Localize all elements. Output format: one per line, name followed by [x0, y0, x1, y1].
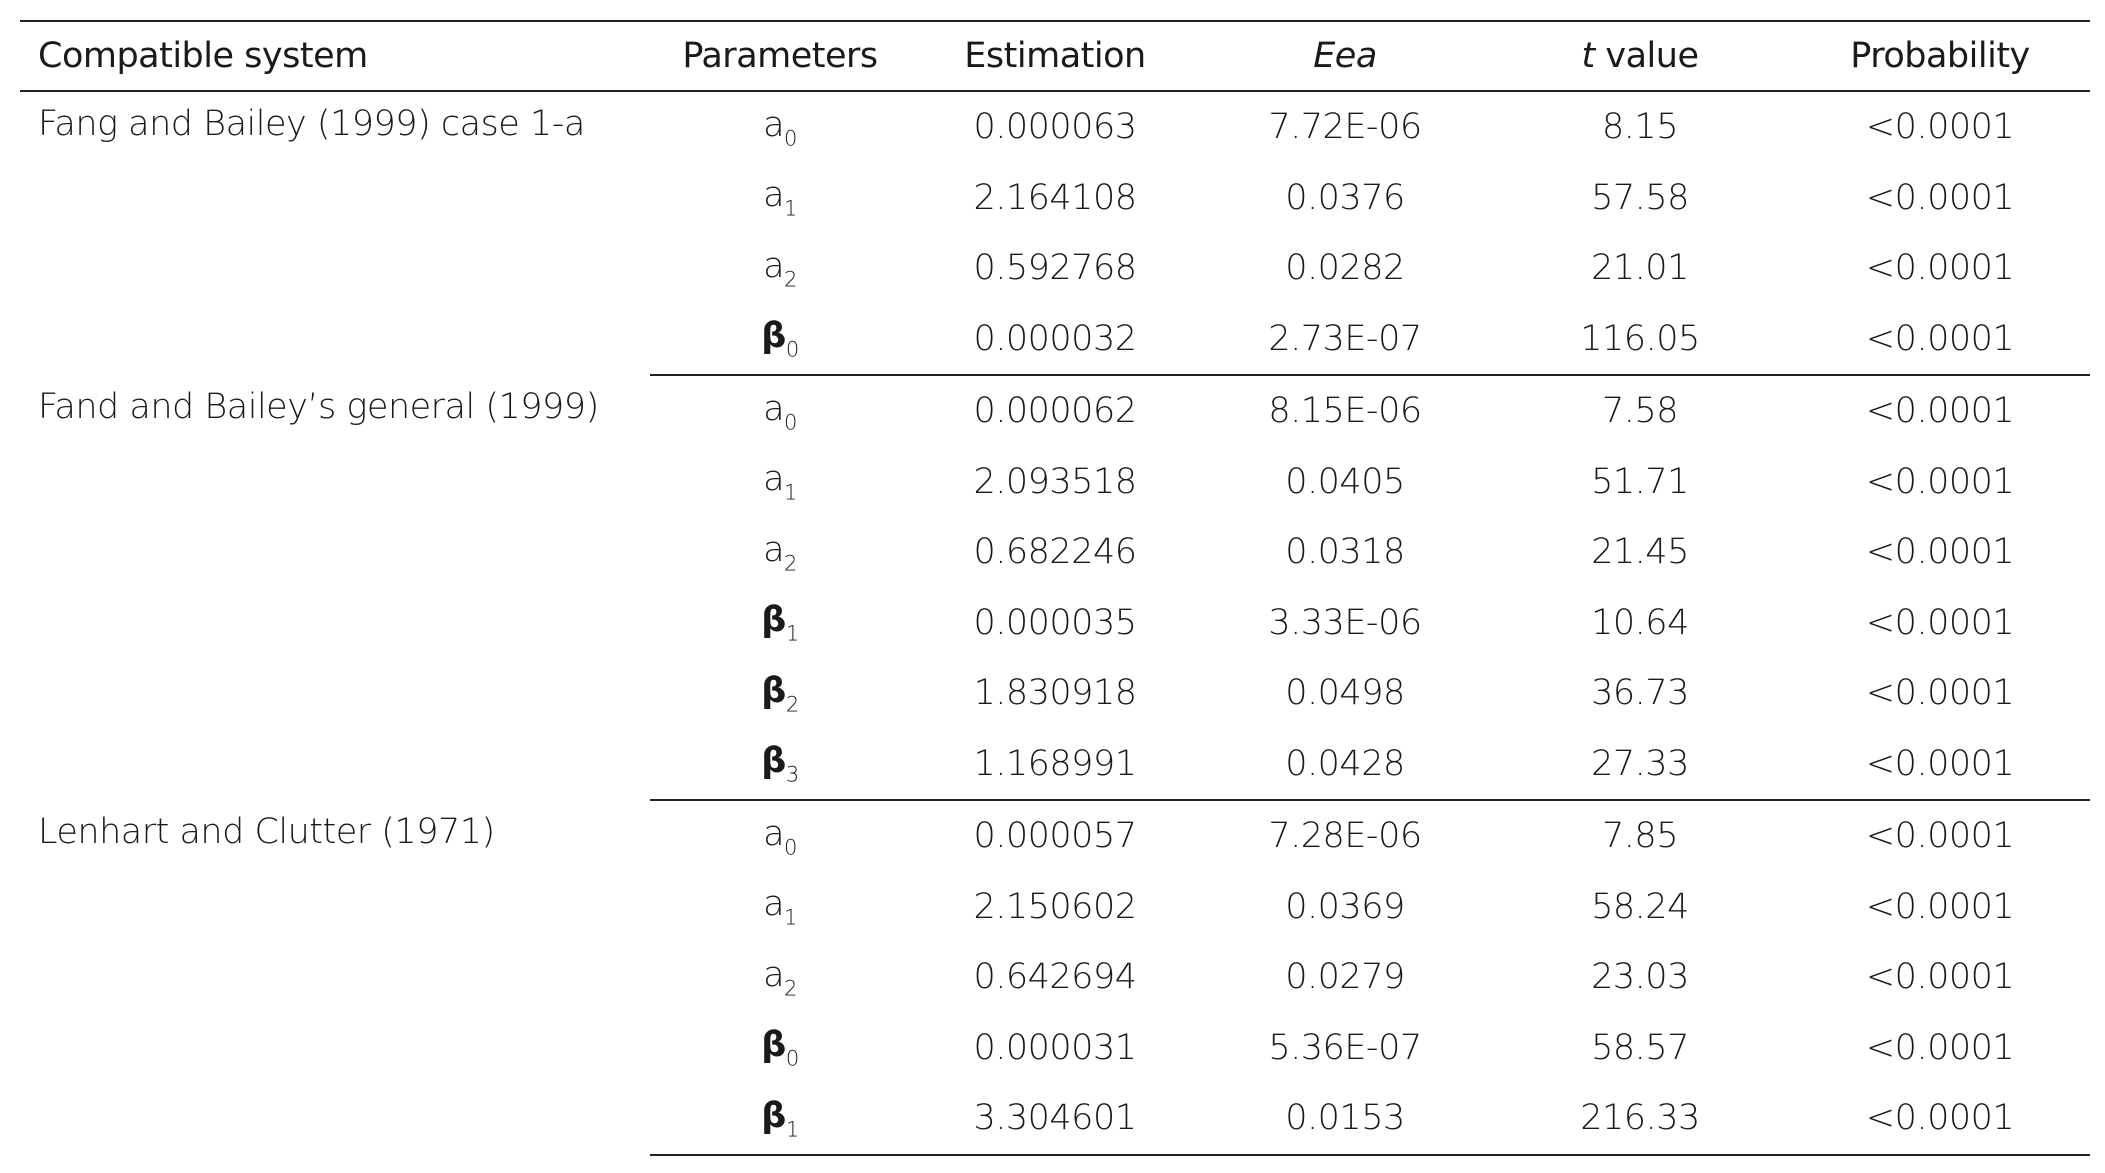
parameter-cell	[650, 447, 910, 518]
header-t-value-italic: t	[1581, 36, 1595, 76]
parameter-subscript: 1	[784, 196, 797, 221]
probability-cell: <0.0001	[1865, 177, 2015, 218]
probability-cell: <0.0001	[1865, 886, 2015, 927]
t-value-cell: 36.73	[1591, 673, 1689, 714]
parameter-base: β	[761, 741, 786, 782]
parameter-base: a	[763, 388, 785, 429]
eea-cell: 0.0279	[1285, 957, 1405, 998]
parameter-base: β	[761, 316, 786, 357]
parameter-subscript: 1	[785, 621, 799, 646]
parameter-cell	[650, 1083, 910, 1155]
parameter-symbol	[763, 955, 797, 1000]
parameter-subscript: 2	[785, 691, 799, 716]
estimation-cell: 0.000063	[973, 107, 1137, 148]
parameter-base: a	[763, 529, 785, 570]
parameter-base: β	[761, 670, 786, 711]
parameter-symbol	[761, 316, 798, 361]
parameter-estimates-table	[20, 20, 2090, 1156]
probability-cell: <0.0001	[1790, 304, 2090, 376]
eea-cell: 0.0405	[1285, 461, 1405, 502]
probability-cell: <0.0001	[1865, 107, 2015, 148]
parameter-subscript: 0	[784, 125, 797, 150]
estimation-cell: 1.830918	[973, 673, 1137, 714]
parameter-base: β	[761, 1095, 786, 1136]
t-value-cell: 21.45	[1591, 532, 1689, 573]
compatible-system-cell: Lenhart and Clutter (1971)	[38, 812, 495, 852]
estimation-cell: 3.304601	[910, 1083, 1200, 1155]
t-value-cell: 58.57	[1591, 1027, 1689, 1068]
parameter-cell	[650, 942, 910, 1013]
table-body	[20, 91, 2090, 1155]
estimation-cell: 0.000062	[973, 391, 1137, 432]
parameter-subscript: 3	[785, 762, 799, 787]
parameter-cell	[650, 1013, 910, 1084]
t-value-cell: 23.03	[1591, 957, 1689, 998]
estimation-cell: 2.093518	[973, 461, 1137, 502]
probability-cell: <0.0001	[1865, 816, 2015, 857]
estimation-cell: 1.168991	[910, 729, 1200, 801]
parameter-symbol	[763, 814, 797, 859]
parameter-cell	[650, 658, 910, 729]
parameter-cell	[650, 304, 910, 376]
parameter-base: a	[763, 459, 785, 500]
estimation-cell: 2.164108	[973, 177, 1137, 218]
t-value-cell: 8.15	[1602, 107, 1678, 148]
header-parameters: Parameters	[682, 36, 878, 76]
parameter-symbol	[763, 530, 797, 575]
parameter-subscript: 2	[784, 550, 797, 575]
estimation-cell: 0.000035	[973, 602, 1137, 643]
estimation-cell: 0.000057	[973, 816, 1137, 857]
eea-cell: 7.28E-06	[1268, 816, 1422, 857]
estimation-cell: 0.000032	[910, 304, 1200, 376]
t-value-cell: 21.01	[1591, 248, 1689, 289]
parameter-symbol	[763, 105, 797, 150]
t-value-cell: 10.64	[1591, 602, 1689, 643]
parameter-subscript: 2	[784, 975, 797, 1000]
compatible-system-cell: Fang and Bailey (1999) case 1-a	[38, 104, 585, 144]
estimation-cell: 0.000031	[973, 1027, 1137, 1068]
parameter-subscript: 0	[785, 337, 799, 362]
probability-cell: <0.0001	[1790, 729, 2090, 801]
parameter-symbol	[763, 246, 797, 291]
parameter-subscript: 1	[785, 1116, 799, 1141]
t-value-cell: 57.58	[1591, 177, 1689, 218]
estimation-cell: 0.642694	[973, 957, 1137, 998]
table-row	[20, 375, 2090, 447]
parameter-base: a	[763, 813, 785, 854]
probability-cell: <0.0001	[1865, 532, 2015, 573]
parameter-base: a	[763, 104, 785, 145]
parameter-symbol	[761, 1025, 798, 1070]
t-value-cell: 27.33	[1490, 729, 1790, 801]
parameter-symbol	[763, 459, 797, 504]
parameter-cell	[650, 872, 910, 943]
header-t-value-rest: value	[1594, 36, 1699, 76]
probability-cell: <0.0001	[1865, 461, 2015, 502]
eea-cell: 0.0369	[1285, 886, 1405, 927]
eea-cell: 8.15E-06	[1268, 391, 1422, 432]
parameter-cell	[650, 517, 910, 588]
estimation-cell: 0.592768	[973, 248, 1137, 289]
eea-cell: 0.0428	[1200, 729, 1490, 801]
t-value-cell: 7.58	[1602, 391, 1678, 432]
eea-cell: 3.33E-06	[1268, 602, 1422, 643]
header-eea: Eea	[1313, 36, 1377, 76]
parameter-symbol	[761, 741, 798, 786]
header-system: Compatible system	[38, 36, 368, 76]
compatible-system-cell: Fand and Bailey’s general (1999)	[38, 387, 599, 427]
parameter-cell	[650, 588, 910, 659]
estimation-cell: 2.150602	[973, 886, 1137, 927]
header-probability: Probability	[1850, 36, 2030, 76]
eea-cell: 2.73E-07	[1200, 304, 1490, 376]
t-value-cell: 58.24	[1591, 886, 1689, 927]
t-value-cell: 7.85	[1602, 816, 1678, 857]
parameter-base: β	[761, 600, 786, 641]
parameter-base: a	[763, 175, 785, 216]
eea-cell: 0.0318	[1285, 532, 1405, 573]
parameter-symbol	[763, 389, 797, 434]
header-estimation: Estimation	[964, 36, 1146, 76]
table-row	[20, 91, 2090, 163]
t-value-cell: 51.71	[1591, 461, 1689, 502]
probability-cell: <0.0001	[1865, 957, 2015, 998]
probability-cell: <0.0001	[1865, 602, 2015, 643]
table-container	[20, 20, 2090, 1156]
table-row	[20, 800, 2090, 872]
probability-cell: <0.0001	[1865, 1027, 2015, 1068]
parameter-symbol	[761, 671, 798, 716]
parameter-subscript: 0	[784, 409, 797, 434]
eea-cell: 0.0282	[1285, 248, 1405, 289]
parameter-base: β	[761, 1025, 786, 1066]
parameter-base: a	[763, 884, 785, 925]
parameter-cell	[650, 233, 910, 304]
parameter-cell	[650, 729, 910, 801]
parameter-symbol	[763, 175, 797, 220]
eea-cell: 5.36E-07	[1268, 1027, 1422, 1068]
header-row	[20, 21, 2090, 91]
parameter-cell	[650, 375, 910, 447]
parameter-base: a	[763, 245, 785, 286]
eea-cell: 0.0498	[1285, 673, 1405, 714]
parameter-subscript: 2	[784, 266, 797, 291]
parameter-cell	[650, 163, 910, 234]
parameter-subscript: 0	[784, 834, 797, 859]
table-header	[20, 21, 2090, 91]
estimation-cell: 0.682246	[973, 532, 1137, 573]
eea-cell: 0.0376	[1285, 177, 1405, 218]
probability-cell: <0.0001	[1865, 391, 2015, 432]
parameter-symbol	[761, 1096, 798, 1141]
probability-cell: <0.0001	[1790, 1083, 2090, 1155]
parameter-subscript: 1	[784, 905, 797, 930]
parameter-cell	[650, 91, 910, 163]
eea-cell: 0.0153	[1200, 1083, 1490, 1155]
eea-cell: 7.72E-06	[1268, 107, 1422, 148]
t-value-cell: 216.33	[1490, 1083, 1790, 1155]
parameter-subscript: 1	[784, 480, 797, 505]
t-value-cell: 116.05	[1490, 304, 1790, 376]
parameter-symbol	[763, 884, 797, 929]
parameter-base: a	[763, 954, 785, 995]
parameter-subscript: 0	[785, 1046, 799, 1071]
header-t-value	[1490, 21, 1790, 91]
probability-cell: <0.0001	[1865, 248, 2015, 289]
parameter-symbol	[761, 600, 798, 645]
probability-cell: <0.0001	[1865, 673, 2015, 714]
parameter-cell	[650, 800, 910, 872]
